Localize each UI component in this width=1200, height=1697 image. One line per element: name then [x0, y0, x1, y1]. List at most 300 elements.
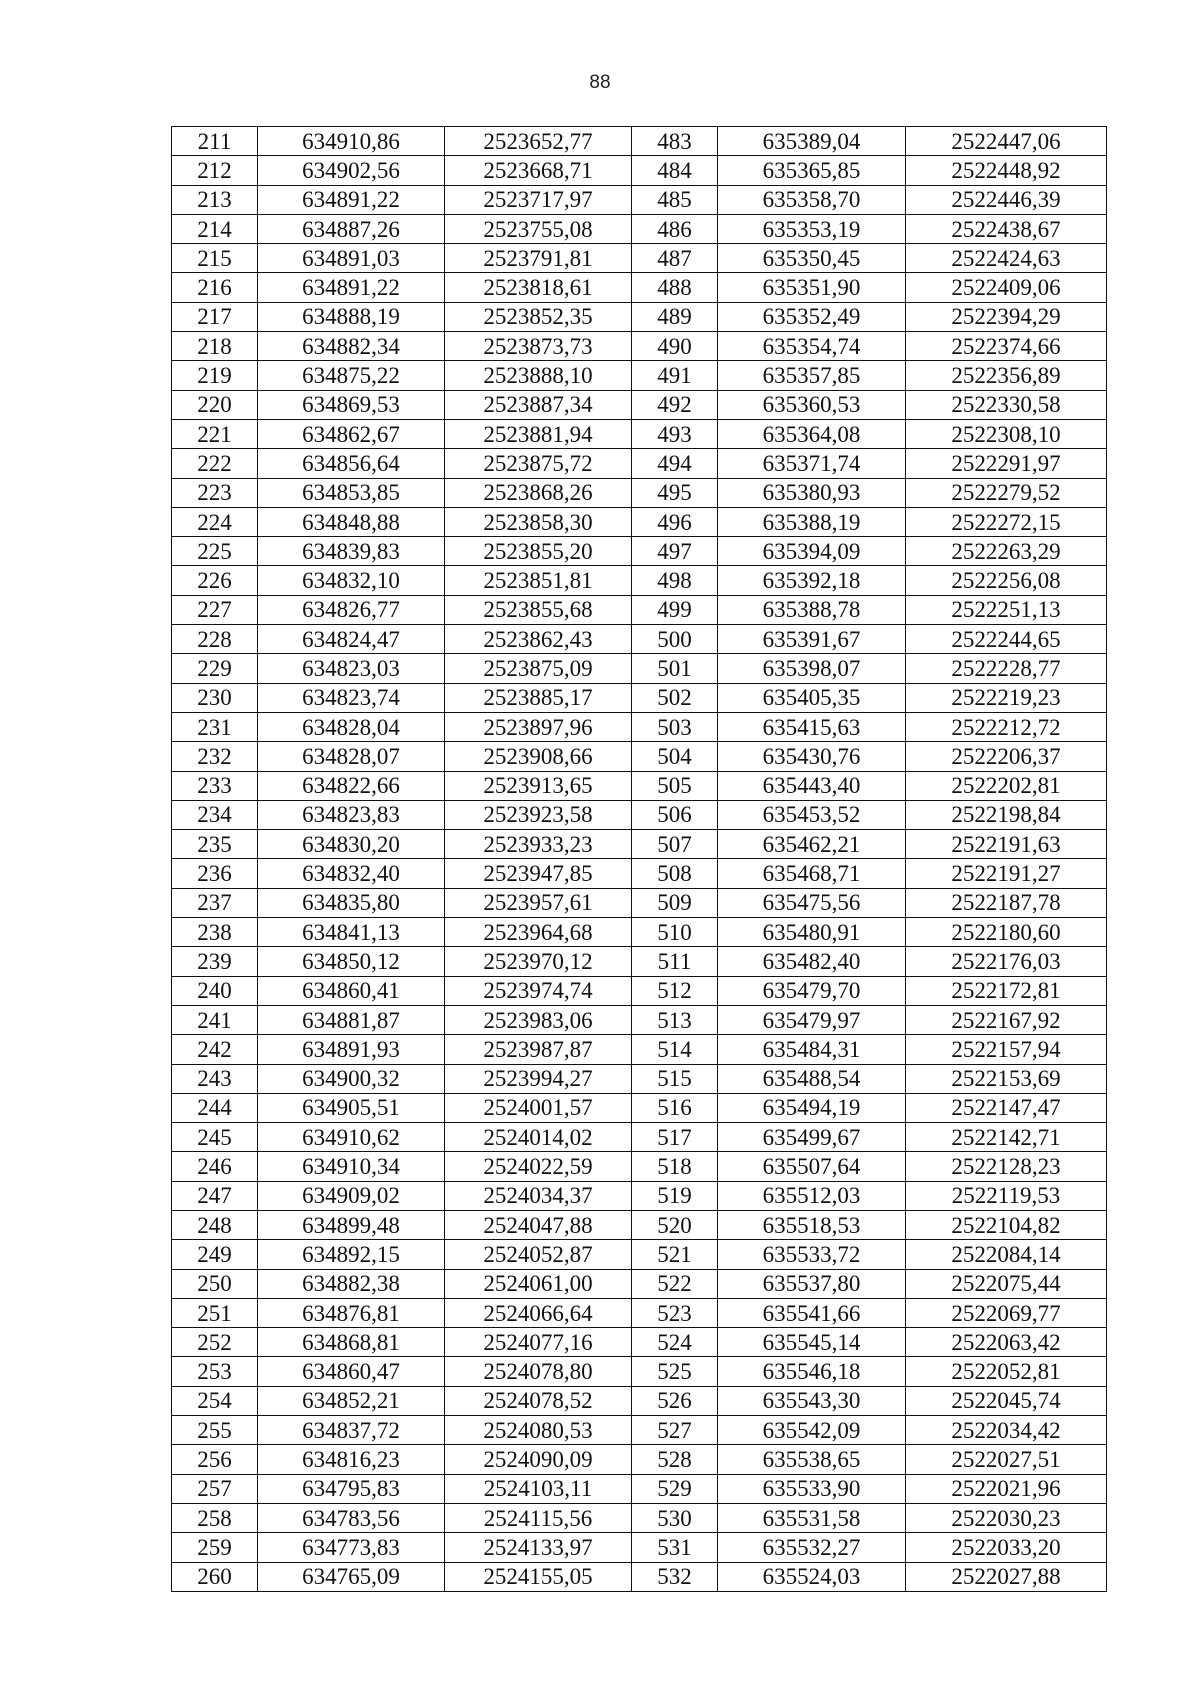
- point-number-right: 503: [632, 712, 718, 741]
- point-number-left: 225: [172, 537, 258, 566]
- point-number-right: 525: [632, 1357, 718, 1386]
- x-coordinate-left: 634869,53: [258, 390, 445, 419]
- y-coordinate-right: 2522052,81: [906, 1357, 1107, 1386]
- x-coordinate-right: 635430,76: [718, 742, 906, 771]
- x-coordinate-right: 635545,14: [718, 1328, 906, 1357]
- point-number-right: 484: [632, 156, 718, 185]
- point-number-right: 521: [632, 1240, 718, 1269]
- point-number-right: 529: [632, 1474, 718, 1503]
- x-coordinate-right: 635543,30: [718, 1386, 906, 1415]
- point-number-left: 250: [172, 1269, 258, 1298]
- x-coordinate-left: 634824,47: [258, 625, 445, 654]
- y-coordinate-right: 2522191,27: [906, 859, 1107, 888]
- x-coordinate-right: 635453,52: [718, 800, 906, 829]
- x-coordinate-left: 634837,72: [258, 1416, 445, 1445]
- y-coordinate-right: 2522228,77: [906, 654, 1107, 683]
- x-coordinate-right: 635468,71: [718, 859, 906, 888]
- y-coordinate-right: 2522291,97: [906, 449, 1107, 478]
- x-coordinate-right: 635524,03: [718, 1562, 906, 1591]
- table-row: [172, 1533, 1107, 1562]
- point-number-left: 244: [172, 1093, 258, 1122]
- point-number-right: 501: [632, 654, 718, 683]
- table-row: [172, 1416, 1107, 1445]
- point-number-right: 493: [632, 419, 718, 448]
- point-number-left: 227: [172, 595, 258, 624]
- y-coordinate-right: 2522409,06: [906, 273, 1107, 302]
- y-coordinate-left: 2524066,64: [445, 1298, 632, 1327]
- point-number-left: 214: [172, 214, 258, 243]
- x-coordinate-right: 635542,09: [718, 1416, 906, 1445]
- point-number-right: 515: [632, 1064, 718, 1093]
- point-number-left: 252: [172, 1328, 258, 1357]
- point-number-left: 233: [172, 771, 258, 800]
- table-row: [172, 683, 1107, 712]
- point-number-right: 526: [632, 1386, 718, 1415]
- x-coordinate-left: 634773,83: [258, 1533, 445, 1562]
- table-row: [172, 859, 1107, 888]
- y-coordinate-right: 2522147,47: [906, 1093, 1107, 1122]
- y-coordinate-left: 2523851,81: [445, 566, 632, 595]
- y-coordinate-left: 2523887,34: [445, 390, 632, 419]
- point-number-right: 512: [632, 976, 718, 1005]
- point-number-right: 514: [632, 1035, 718, 1064]
- x-coordinate-left: 634876,81: [258, 1298, 445, 1327]
- y-coordinate-left: 2523983,06: [445, 1005, 632, 1034]
- x-coordinate-right: 635533,72: [718, 1240, 906, 1269]
- x-coordinate-left: 634850,12: [258, 947, 445, 976]
- y-coordinate-right: 2522424,63: [906, 244, 1107, 273]
- y-coordinate-left: 2523755,08: [445, 214, 632, 243]
- point-number-left: 230: [172, 683, 258, 712]
- table-row: [172, 918, 1107, 947]
- y-coordinate-right: 2522119,53: [906, 1181, 1107, 1210]
- x-coordinate-right: 635512,03: [718, 1181, 906, 1210]
- x-coordinate-left: 634891,22: [258, 185, 445, 214]
- x-coordinate-right: 635371,74: [718, 449, 906, 478]
- point-number-left: 221: [172, 419, 258, 448]
- table-row: [172, 1210, 1107, 1239]
- x-coordinate-left: 634891,22: [258, 273, 445, 302]
- y-coordinate-left: 2523875,72: [445, 449, 632, 478]
- y-coordinate-right: 2522272,15: [906, 507, 1107, 536]
- point-number-left: 253: [172, 1357, 258, 1386]
- point-number-left: 237: [172, 888, 258, 917]
- point-number-right: 489: [632, 302, 718, 331]
- point-number-left: 241: [172, 1005, 258, 1034]
- table-row: [172, 654, 1107, 683]
- point-number-left: 245: [172, 1123, 258, 1152]
- x-coordinate-right: 635388,19: [718, 507, 906, 536]
- y-coordinate-right: 2522256,08: [906, 566, 1107, 595]
- table-row: [172, 1152, 1107, 1181]
- x-coordinate-right: 635494,19: [718, 1093, 906, 1122]
- point-number-left: 218: [172, 332, 258, 361]
- point-number-left: 226: [172, 566, 258, 595]
- y-coordinate-right: 2522330,58: [906, 390, 1107, 419]
- x-coordinate-left: 634905,51: [258, 1093, 445, 1122]
- y-coordinate-left: 2523987,87: [445, 1035, 632, 1064]
- y-coordinate-right: 2522027,51: [906, 1445, 1107, 1474]
- x-coordinate-left: 634832,10: [258, 566, 445, 595]
- y-coordinate-right: 2522063,42: [906, 1328, 1107, 1357]
- x-coordinate-right: 635482,40: [718, 947, 906, 976]
- point-number-right: 530: [632, 1503, 718, 1532]
- x-coordinate-right: 635388,78: [718, 595, 906, 624]
- point-number-right: 504: [632, 742, 718, 771]
- point-number-right: 508: [632, 859, 718, 888]
- x-coordinate-right: 635365,85: [718, 156, 906, 185]
- y-coordinate-right: 2522142,71: [906, 1123, 1107, 1152]
- y-coordinate-right: 2522308,10: [906, 419, 1107, 448]
- x-coordinate-left: 634835,80: [258, 888, 445, 917]
- point-number-left: 259: [172, 1533, 258, 1562]
- y-coordinate-left: 2524014,02: [445, 1123, 632, 1152]
- y-coordinate-right: 2522153,69: [906, 1064, 1107, 1093]
- y-coordinate-left: 2523875,09: [445, 654, 632, 683]
- point-number-left: 248: [172, 1210, 258, 1239]
- point-number-right: 528: [632, 1445, 718, 1474]
- point-number-right: 518: [632, 1152, 718, 1181]
- table-row: [172, 419, 1107, 448]
- y-coordinate-left: 2523852,35: [445, 302, 632, 331]
- y-coordinate-right: 2522167,92: [906, 1005, 1107, 1034]
- table-row: [172, 712, 1107, 741]
- point-number-right: 524: [632, 1328, 718, 1357]
- y-coordinate-right: 2522219,23: [906, 683, 1107, 712]
- table-row: [172, 1093, 1107, 1122]
- x-coordinate-right: 635462,21: [718, 830, 906, 859]
- point-number-right: 517: [632, 1123, 718, 1152]
- x-coordinate-right: 635480,91: [718, 918, 906, 947]
- point-number-left: 260: [172, 1562, 258, 1591]
- x-coordinate-right: 635546,18: [718, 1357, 906, 1386]
- x-coordinate-left: 634860,41: [258, 976, 445, 1005]
- point-number-right: 498: [632, 566, 718, 595]
- table-row: [172, 742, 1107, 771]
- table-row: [172, 1328, 1107, 1357]
- table-row: [172, 390, 1107, 419]
- x-coordinate-left: 634823,83: [258, 800, 445, 829]
- point-number-left: 217: [172, 302, 258, 331]
- y-coordinate-left: 2523933,23: [445, 830, 632, 859]
- y-coordinate-left: 2523873,73: [445, 332, 632, 361]
- y-coordinate-left: 2524022,59: [445, 1152, 632, 1181]
- x-coordinate-left: 634892,15: [258, 1240, 445, 1269]
- point-number-left: 211: [172, 127, 258, 156]
- x-coordinate-left: 634860,47: [258, 1357, 445, 1386]
- y-coordinate-right: 2522202,81: [906, 771, 1107, 800]
- x-coordinate-right: 635479,97: [718, 1005, 906, 1034]
- y-coordinate-right: 2522157,94: [906, 1035, 1107, 1064]
- point-number-right: 532: [632, 1562, 718, 1591]
- table-row: [172, 566, 1107, 595]
- table-row: [172, 976, 1107, 1005]
- y-coordinate-left: 2524034,37: [445, 1181, 632, 1210]
- point-number-left: 239: [172, 947, 258, 976]
- y-coordinate-right: 2522187,78: [906, 888, 1107, 917]
- y-coordinate-right: 2522244,65: [906, 625, 1107, 654]
- point-number-right: 486: [632, 214, 718, 243]
- y-coordinate-left: 2523881,94: [445, 419, 632, 448]
- table-row: [172, 1562, 1107, 1591]
- x-coordinate-right: 635479,70: [718, 976, 906, 1005]
- y-coordinate-left: 2524078,52: [445, 1386, 632, 1415]
- x-coordinate-right: 635518,53: [718, 1210, 906, 1239]
- y-coordinate-left: 2524090,09: [445, 1445, 632, 1474]
- table-row: [172, 625, 1107, 654]
- x-coordinate-right: 635537,80: [718, 1269, 906, 1298]
- point-number-left: 249: [172, 1240, 258, 1269]
- x-coordinate-left: 634765,09: [258, 1562, 445, 1591]
- x-coordinate-left: 634891,03: [258, 244, 445, 273]
- table-row: [172, 1298, 1107, 1327]
- point-number-left: 251: [172, 1298, 258, 1327]
- y-coordinate-right: 2522104,82: [906, 1210, 1107, 1239]
- y-coordinate-right: 2522180,60: [906, 918, 1107, 947]
- x-coordinate-left: 634848,88: [258, 507, 445, 536]
- point-number-right: 492: [632, 390, 718, 419]
- x-coordinate-right: 635443,40: [718, 771, 906, 800]
- point-number-left: 234: [172, 800, 258, 829]
- y-coordinate-right: 2522172,81: [906, 976, 1107, 1005]
- y-coordinate-left: 2523668,71: [445, 156, 632, 185]
- y-coordinate-left: 2523957,61: [445, 888, 632, 917]
- x-coordinate-left: 634830,20: [258, 830, 445, 859]
- x-coordinate-right: 635391,67: [718, 625, 906, 654]
- x-coordinate-right: 635499,67: [718, 1123, 906, 1152]
- point-number-left: 247: [172, 1181, 258, 1210]
- x-coordinate-left: 634783,56: [258, 1503, 445, 1532]
- table-row: [172, 830, 1107, 859]
- y-coordinate-left: 2524078,80: [445, 1357, 632, 1386]
- table-row: [172, 1445, 1107, 1474]
- point-number-left: 246: [172, 1152, 258, 1181]
- point-number-left: 219: [172, 361, 258, 390]
- y-coordinate-right: 2522374,66: [906, 332, 1107, 361]
- point-number-right: 485: [632, 185, 718, 214]
- table-row: [172, 302, 1107, 331]
- y-coordinate-right: 2522279,52: [906, 478, 1107, 507]
- x-coordinate-left: 634823,74: [258, 683, 445, 712]
- x-coordinate-right: 635389,04: [718, 127, 906, 156]
- x-coordinate-left: 634828,04: [258, 712, 445, 741]
- y-coordinate-right: 2522191,63: [906, 830, 1107, 859]
- x-coordinate-right: 635398,07: [718, 654, 906, 683]
- y-coordinate-left: 2523862,43: [445, 625, 632, 654]
- x-coordinate-left: 634832,40: [258, 859, 445, 888]
- y-coordinate-right: 2522212,72: [906, 712, 1107, 741]
- table-row: [172, 332, 1107, 361]
- table-row: [172, 273, 1107, 302]
- y-coordinate-left: 2524103,11: [445, 1474, 632, 1503]
- point-number-right: 500: [632, 625, 718, 654]
- x-coordinate-right: 635415,63: [718, 712, 906, 741]
- x-coordinate-left: 634839,83: [258, 537, 445, 566]
- x-coordinate-left: 634881,87: [258, 1005, 445, 1034]
- x-coordinate-left: 634887,26: [258, 214, 445, 243]
- point-number-right: 519: [632, 1181, 718, 1210]
- y-coordinate-right: 2522176,03: [906, 947, 1107, 976]
- x-coordinate-left: 634909,02: [258, 1181, 445, 1210]
- y-coordinate-left: 2524001,57: [445, 1093, 632, 1122]
- point-number-left: 238: [172, 918, 258, 947]
- x-coordinate-right: 635531,58: [718, 1503, 906, 1532]
- table-row: [172, 127, 1107, 156]
- x-coordinate-left: 634822,66: [258, 771, 445, 800]
- table-row: [172, 1474, 1107, 1503]
- table-row: [172, 595, 1107, 624]
- y-coordinate-left: 2523818,61: [445, 273, 632, 302]
- point-number-right: 496: [632, 507, 718, 536]
- y-coordinate-right: 2522446,39: [906, 185, 1107, 214]
- point-number-right: 502: [632, 683, 718, 712]
- y-coordinate-right: 2522356,89: [906, 361, 1107, 390]
- x-coordinate-right: 635360,53: [718, 390, 906, 419]
- page-number: 88: [589, 72, 611, 93]
- x-coordinate-left: 634882,34: [258, 332, 445, 361]
- table-row: [172, 449, 1107, 478]
- table-row: [172, 1386, 1107, 1415]
- point-number-left: 216: [172, 273, 258, 302]
- x-coordinate-left: 634856,64: [258, 449, 445, 478]
- table-row: [172, 1035, 1107, 1064]
- y-coordinate-right: 2522075,44: [906, 1269, 1107, 1298]
- point-number-left: 222: [172, 449, 258, 478]
- x-coordinate-left: 634910,62: [258, 1123, 445, 1152]
- y-coordinate-left: 2523858,30: [445, 507, 632, 536]
- y-coordinate-left: 2523868,26: [445, 478, 632, 507]
- x-coordinate-right: 635484,31: [718, 1035, 906, 1064]
- point-number-right: 523: [632, 1298, 718, 1327]
- y-coordinate-left: 2523974,74: [445, 976, 632, 1005]
- point-number-right: 495: [632, 478, 718, 507]
- table-row: [172, 1005, 1107, 1034]
- y-coordinate-left: 2523717,97: [445, 185, 632, 214]
- table-row: [172, 185, 1107, 214]
- y-coordinate-right: 2522021,96: [906, 1474, 1107, 1503]
- y-coordinate-left: 2523855,68: [445, 595, 632, 624]
- point-number-right: 483: [632, 127, 718, 156]
- x-coordinate-left: 634795,83: [258, 1474, 445, 1503]
- y-coordinate-right: 2522128,23: [906, 1152, 1107, 1181]
- y-coordinate-left: 2524080,53: [445, 1416, 632, 1445]
- y-coordinate-left: 2523970,12: [445, 947, 632, 976]
- x-coordinate-right: 635507,64: [718, 1152, 906, 1181]
- y-coordinate-left: 2524047,88: [445, 1210, 632, 1239]
- point-number-left: 243: [172, 1064, 258, 1093]
- point-number-right: 522: [632, 1269, 718, 1298]
- y-coordinate-right: 2522069,77: [906, 1298, 1107, 1327]
- y-coordinate-right: 2522447,06: [906, 127, 1107, 156]
- x-coordinate-left: 634902,56: [258, 156, 445, 185]
- y-coordinate-left: 2523908,66: [445, 742, 632, 771]
- table-row: [172, 507, 1107, 536]
- x-coordinate-left: 634828,07: [258, 742, 445, 771]
- point-number-left: 232: [172, 742, 258, 771]
- table-row: [172, 1503, 1107, 1532]
- y-coordinate-left: 2523897,96: [445, 712, 632, 741]
- point-number-right: 507: [632, 830, 718, 859]
- point-number-left: 240: [172, 976, 258, 1005]
- table-row: [172, 1123, 1107, 1152]
- coordinates-table-body: [172, 127, 1107, 1592]
- x-coordinate-right: 635354,74: [718, 332, 906, 361]
- point-number-left: 242: [172, 1035, 258, 1064]
- y-coordinate-right: 2522030,23: [906, 1503, 1107, 1532]
- x-coordinate-right: 635488,54: [718, 1064, 906, 1093]
- y-coordinate-right: 2522438,67: [906, 214, 1107, 243]
- point-number-left: 215: [172, 244, 258, 273]
- x-coordinate-left: 634826,77: [258, 595, 445, 624]
- point-number-right: 516: [632, 1093, 718, 1122]
- x-coordinate-left: 634816,23: [258, 1445, 445, 1474]
- point-number-left: 224: [172, 507, 258, 536]
- point-number-left: 229: [172, 654, 258, 683]
- table-row: [172, 537, 1107, 566]
- point-number-right: 497: [632, 537, 718, 566]
- y-coordinate-right: 2522045,74: [906, 1386, 1107, 1415]
- table-row: [172, 771, 1107, 800]
- y-coordinate-left: 2523855,20: [445, 537, 632, 566]
- y-coordinate-right: 2522206,37: [906, 742, 1107, 771]
- y-coordinate-right: 2522198,84: [906, 800, 1107, 829]
- x-coordinate-left: 634899,48: [258, 1210, 445, 1239]
- point-number-right: 487: [632, 244, 718, 273]
- y-coordinate-right: 2522448,92: [906, 156, 1107, 185]
- point-number-left: 220: [172, 390, 258, 419]
- y-coordinate-left: 2523994,27: [445, 1064, 632, 1093]
- table-row: [172, 888, 1107, 917]
- table-row: [172, 361, 1107, 390]
- x-coordinate-right: 635380,93: [718, 478, 906, 507]
- x-coordinate-right: 635353,19: [718, 214, 906, 243]
- point-number-left: 213: [172, 185, 258, 214]
- table-row: [172, 800, 1107, 829]
- point-number-left: 258: [172, 1503, 258, 1532]
- y-coordinate-right: 2522263,29: [906, 537, 1107, 566]
- point-number-right: 491: [632, 361, 718, 390]
- x-coordinate-left: 634910,34: [258, 1152, 445, 1181]
- table-row: [172, 1269, 1107, 1298]
- x-coordinate-left: 634891,93: [258, 1035, 445, 1064]
- point-number-left: 256: [172, 1445, 258, 1474]
- point-number-right: 527: [632, 1416, 718, 1445]
- coordinates-table: [171, 126, 1107, 1592]
- point-number-left: 228: [172, 625, 258, 654]
- x-coordinate-left: 634823,03: [258, 654, 445, 683]
- point-number-right: 506: [632, 800, 718, 829]
- table-row: [172, 1064, 1107, 1093]
- x-coordinate-left: 634900,32: [258, 1064, 445, 1093]
- y-coordinate-left: 2524155,05: [445, 1562, 632, 1591]
- point-number-right: 531: [632, 1533, 718, 1562]
- x-coordinate-right: 635475,56: [718, 888, 906, 917]
- y-coordinate-right: 2522084,14: [906, 1240, 1107, 1269]
- x-coordinate-right: 635352,49: [718, 302, 906, 331]
- point-number-right: 488: [632, 273, 718, 302]
- x-coordinate-right: 635350,45: [718, 244, 906, 273]
- y-coordinate-right: 2522394,29: [906, 302, 1107, 331]
- y-coordinate-left: 2523791,81: [445, 244, 632, 273]
- table-row: [172, 1240, 1107, 1269]
- x-coordinate-left: 634862,67: [258, 419, 445, 448]
- y-coordinate-left: 2524115,56: [445, 1503, 632, 1532]
- x-coordinate-left: 634841,13: [258, 918, 445, 947]
- x-coordinate-right: 635358,70: [718, 185, 906, 214]
- y-coordinate-left: 2523947,85: [445, 859, 632, 888]
- y-coordinate-left: 2523885,17: [445, 683, 632, 712]
- table-row: [172, 156, 1107, 185]
